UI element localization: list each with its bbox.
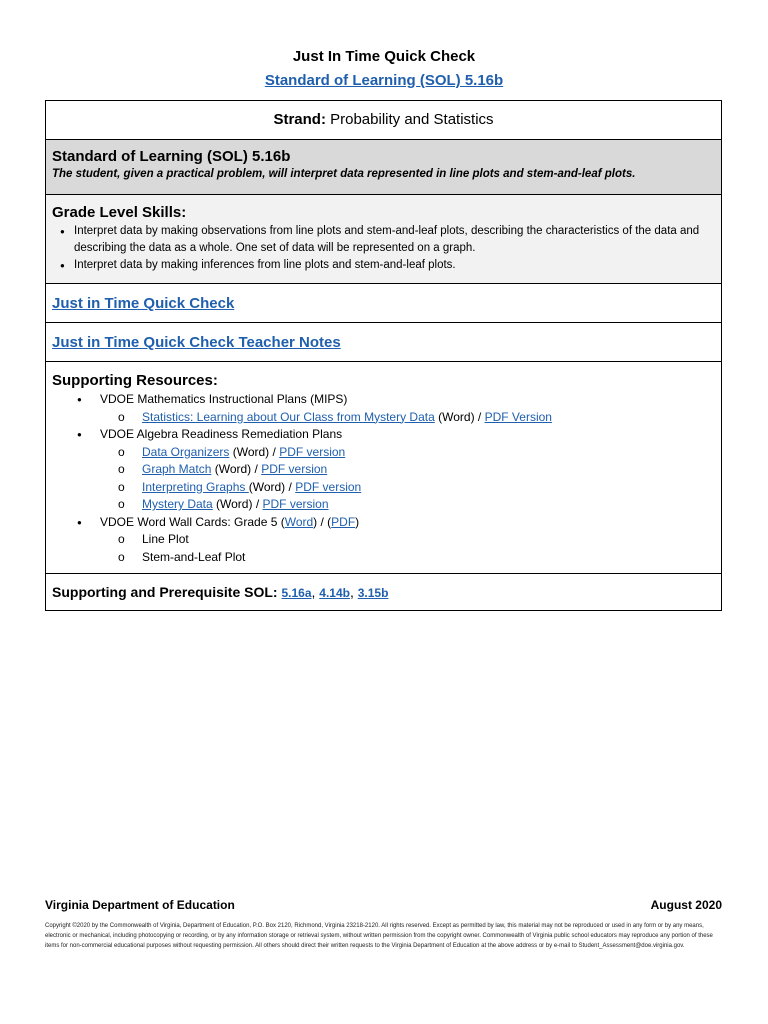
prereq-link[interactable]: 5.16a: [281, 586, 312, 600]
arr-resource: o Interpreting Graphs (Word) / PDF version: [52, 479, 715, 497]
mips-label: VDOE Mathematics Instructional Plans (MIPS): [100, 392, 348, 406]
card-label: Stem-and-Leaf Plot: [142, 549, 246, 564]
wordwall-item: ● VDOE Word Wall Cards: Grade 5 (Word) / (PDF): [52, 514, 715, 532]
skill-item: ● Interpret data by making inferences from line plots and stem-and-leaf plots.: [52, 257, 715, 274]
footer-date: August 2020: [650, 898, 722, 912]
pdf-link[interactable]: PDF version: [279, 444, 346, 459]
card-item: [52, 549, 715, 567]
arr-resource: o Graph Match (Word) / PDF version: [52, 461, 715, 479]
strand-label: Strand:: [273, 111, 326, 128]
strand-value: Probability and Statistics: [330, 111, 494, 128]
resources-row: [46, 362, 721, 574]
arr-resource-link[interactable]: Interpreting Graphs: [142, 479, 249, 494]
wordwall-pdf-link[interactable]: PDF: [331, 514, 356, 529]
prereq-link[interactable]: 4.14b: [319, 586, 350, 600]
sol-description: The student, given a practical problem, will interpret data represented in line plots and stem-and-leaf plots.: [52, 168, 636, 180]
skills-list: [52, 223, 715, 274]
document-title: Just In Time Quick Check: [292, 48, 476, 65]
skill-item: ● Interpret data by making observations from line plots and stem-and-leaf plots, describing the characteristics of the data and describing the data as a whole. One set of data will be represented on a graph.: [52, 223, 715, 257]
sol-title-link[interactable]: Standard of Learning (SOL) 5.16b: [264, 72, 504, 89]
arr-resource-link[interactable]: Mystery Data: [142, 497, 213, 511]
prereq-label: Supporting and Prerequisite SOL:: [52, 584, 278, 600]
arr-item: [52, 426, 715, 444]
mips-resource-link[interactable]: Statistics: Learning about Our Class from Mystery Data: [142, 409, 435, 424]
arr-resource: o Data Organizers (Word) / PDF version: [52, 444, 715, 462]
skills-heading: Grade Level Skills:: [52, 204, 187, 221]
teacher-notes-row: [46, 323, 721, 362]
teacher-notes-link[interactable]: Just in Time Quick Check Teacher Notes: [52, 334, 341, 351]
resources-heading: Supporting Resources:: [52, 372, 218, 389]
strand-row: [46, 101, 721, 140]
content-table: [45, 100, 722, 611]
wordwall-word-link[interactable]: Word: [284, 514, 314, 529]
pdf-link[interactable]: PDF Version: [484, 409, 552, 424]
skills-row: [46, 195, 721, 284]
pdf-link[interactable]: PDF version: [261, 462, 328, 476]
footer-org: Virginia Department of Education: [45, 898, 235, 912]
mips-item: [52, 391, 715, 409]
sol-heading: Standard of Learning (SOL) 5.16b: [52, 148, 291, 165]
quick-check-link[interactable]: Just in Time Quick Check: [52, 295, 235, 312]
arr-resource-link[interactable]: Data Organizers: [142, 444, 230, 459]
word-label: (Word): [438, 409, 475, 424]
arr-resource: o Mystery Data (Word) / PDF version: [52, 496, 715, 514]
arr-label: VDOE Algebra Readiness Remediation Plans: [100, 427, 343, 441]
mips-resource: o Statistics: Learning about Our Class from Mystery Data (Word) / PDF Version: [52, 409, 715, 427]
prereq-link[interactable]: 3.15b: [357, 586, 389, 600]
card-label: Line Plot: [142, 532, 189, 546]
copyright-notice: Copyright ©2020 by the Commonwealth of Virginia, Department of Education, P.O. Box 2120, Richmond, Virginia 23218-2120. All rights reserved. Except as permitted by law, this material may not be reproduced or used in any form or by any means, electronic or mechanical, including photocopying or recording, or by any information storage or retrieval system, without written permission from the copyright owner. Commonwealth of Virginia public school educators may reproduce any portion of these items for non-commercial educational purposes without requesting permission. All others should direct their written requests to the Virginia Department of Education at the above address or by e-mail to Student_Assessment@doe.virginia.gov.: [45, 923, 713, 949]
sol-row: [46, 140, 721, 195]
pdf-link[interactable]: PDF version: [262, 497, 329, 511]
card-item: [52, 531, 715, 549]
arr-resource-link[interactable]: Graph Match: [142, 462, 212, 476]
quick-check-row: [46, 284, 721, 323]
pdf-link[interactable]: PDF version: [295, 479, 362, 494]
prereq-row: Supporting and Prerequisite SOL: 5.16a, 4.14b, 3.15b: [52, 584, 389, 600]
